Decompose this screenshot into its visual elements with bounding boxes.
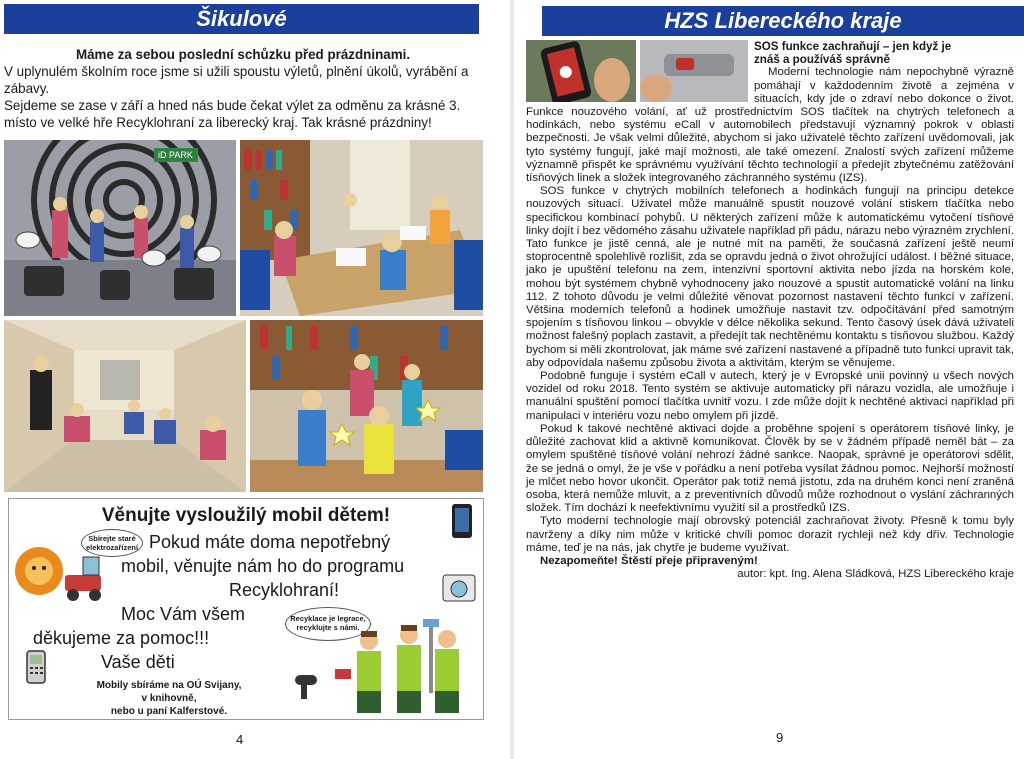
intro-paragraph-1: V uplynulém školním roce jsme si užili spoustu výletů, plnění úkolů, vyrábění a zábavy. (4, 64, 469, 96)
collect-info (69, 679, 269, 718)
photo-sign: iD PARK (155, 149, 196, 161)
collect-line-1: Mobily sbíráme na OÚ Svijany, (96, 680, 242, 691)
collect-line-3: nebo u paní Kalferstové. (110, 706, 228, 717)
article-images (526, 40, 748, 102)
section-title-banner: Šikulové (4, 4, 479, 34)
article-paragraph-4: Pokud k takové nechtěné aktivaci dojde a proběhne spojení s operátorem tísňové linky, je důležité zachovat klid a aktivně komunikovat. Člověk by se v žádném případě neměl bát – za omylem spuštěné tísňové volání nehrozí žádné sankce. Naopak, správné je operátorovi sdělit, že se jedná o omyl, že je vše v pořádku a není potřeba vysílat žádnou pomoc. Nejhorší možností je mlčet nebo hovor ukončit. Operátor pak totiž nemá jistotu, zda na druhém konci není zraněná osoba, která nemůže mluvit, a z preventivních důvodů může rozhodnout o vyslání záchranných složek. Tím dochází k neefektivnímu využití sil a prostředků IZS. (526, 422, 1014, 515)
headline-line-2: znáš a používáš správně (754, 53, 890, 67)
bubble-right-line-2: recyklujte s námi. (296, 623, 360, 632)
sos-article (526, 40, 1014, 581)
photo-kids-corridor (4, 320, 246, 492)
section-title-banner-hzs: HZS Libereckého kraje (542, 6, 1024, 36)
article-paragraph-5: Tyto moderní technologie mají obrovský potenciál zachraňovat životy. Přesně k tomu byly navrženy a díky nim může v kritické chvíli pomoc dorazit rychleji než kdy dřív. Technologie máme, teď je na nás, jak chytře je budeme využívat. (526, 515, 1014, 554)
intro-text (4, 46, 482, 131)
ad-line-3: Recyklohraní! (229, 580, 340, 600)
bubble-left-line-2: elektrozařízení (85, 543, 139, 552)
ad-line-6: Vaše děti (101, 652, 175, 672)
ad-title: Věnujte vysloužilý mobil dětem! (101, 505, 391, 526)
speech-bubble-left (81, 529, 143, 557)
ad-line-1: Pokud máte doma nepotřebný (149, 532, 391, 552)
intro-lead: Máme za sebou poslední schůzku před prázdninami. (75, 47, 411, 62)
old-phone-icon (21, 649, 51, 685)
photo-kids-with-crafts (250, 320, 483, 492)
recycling-workers-illustration (333, 619, 479, 717)
bubble-left-line-1: Sbírejte staré (88, 534, 136, 543)
article-paragraph-2: SOS funkce v chytrých mobilních telefonech a hodinkách fungují na principu detekce nouzových situací. Uživatel může manuálně spustit nouzové volání stiskem tlačítka nebo specifickou kombinací pohybů. U některých zařízení může k automatickému vytočení tísňové linky dojít i bez vědomého zásahu uživatele například při pádu, nárazu nebo výrazném zrychlení. Tato funkce je jistě cenná, ale je nutné mít na paměti, že současná zařízení ještě neumí stoprocentně spolehlivě rozlišit, zda se opravdu jedná o život ohrožující událost. I běžné situace, jako je upuštění telefonu na zem, intenzivní sportovní aktivita nebo jízda na horském kole, mohou být systémem chybně vyhodnoceny jako nouzové a spustit automatické volání na linku 112. Z tohoto důvodu je velmi důležité věnovat pozornost nastavení těchto funkcí v zařízení. Většina moderních telefonů a hodinek umožňuje nastavit tzv. odpočítávání před samotným spojením s tísňovou linkou – obvykle v délce několika sekund. Tento časový úsek dává uživateli možnost falešný poplach zastavit, a předejít tak nechtěnému kontaktu s tísňovou službou. Každý bychom si měli zkontrolovat, jak máme své zařízení nastavené a případně tuto funkci upravit tak, aby odpovídala našemu způsobu života a aktivitám, kterým se věnujeme. (526, 185, 1014, 369)
page-number-left: 4 (236, 732, 244, 747)
photo-kids-spiral-wall (4, 140, 236, 316)
donate-phone-ad (8, 498, 484, 720)
appliance-icon (441, 573, 477, 603)
photo-kids-crafting-table (240, 140, 483, 316)
smartphone-icon (449, 503, 475, 539)
ad-line-2: mobil, věnujte nám ho do programu (121, 556, 405, 576)
ad-line-5: děkujeme za pomoc!!! (33, 628, 210, 648)
article-paragraph-3: Podobně funguje i systém eCall v autech, který je v Evropské unii povinný u všech nových vozidel od roku 2018. Tento systém se aktivuje automaticky při nárazu vozidla, ale umožňuje i manuální spuštění pomocí tlačítka uvnitř vozu. I zde může dojít k nechtěné aktivaci například při manipulaci v interiéru vozu nebo omylem při jízdě. (526, 370, 1014, 422)
bubble-right-line-1: Recyklace je legrace, (290, 614, 366, 623)
right-page (514, 0, 1024, 759)
left-page (0, 0, 510, 759)
article-paragraph-1: Moderní technologie nám nepochybně výrazně pomáhají v každodenním životě a zejména v situacích, kdy jde o zdraví nebo dokonce o život. Funkce nouzového volání, ať už prostřednictvím SOS tlačítek na chytrých telefonech a hodinkách, nebo systému eCall v automobilech představují významný pokrok v oblasti bezpečnosti. Je však velmi důležité, abychom si jako uživatelé těchto zařízení uvědomovali, jak tyto systémy fungují, jaké mají možnosti, ale také omezení. Znalostí svých zařízení můžeme významně přispět ke správnému využívání těchto technologií a předejít zbytečnému zatěžování tísňových linek a složek integrovaného záchranného systému (IZS). (526, 66, 1014, 185)
hairdryer-icon (291, 671, 323, 701)
collect-line-2: v knihovně, (141, 693, 197, 704)
phone-and-car-sos-photo (526, 40, 748, 102)
ad-line-4: Moc Vám všem (121, 604, 246, 624)
article-closing: Nezapomeňte! Štěstí přeje připraveným! (540, 554, 758, 567)
page-number-right: 9 (776, 730, 784, 745)
article-author: autor: kpt. Ing. Alena Sládková, HZS Libereckého kraje (737, 568, 1014, 581)
headline-line-1: SOS funkce zachraňují – jen když je (754, 40, 952, 53)
intro-paragraph-2: Sejdeme se zase v září a hned nás bude čekat výlet za odměnu za krásné 3. místo ve velké hře Recyklohraní za liberecký kraj. Tak krásné prázdniny! (4, 98, 461, 130)
